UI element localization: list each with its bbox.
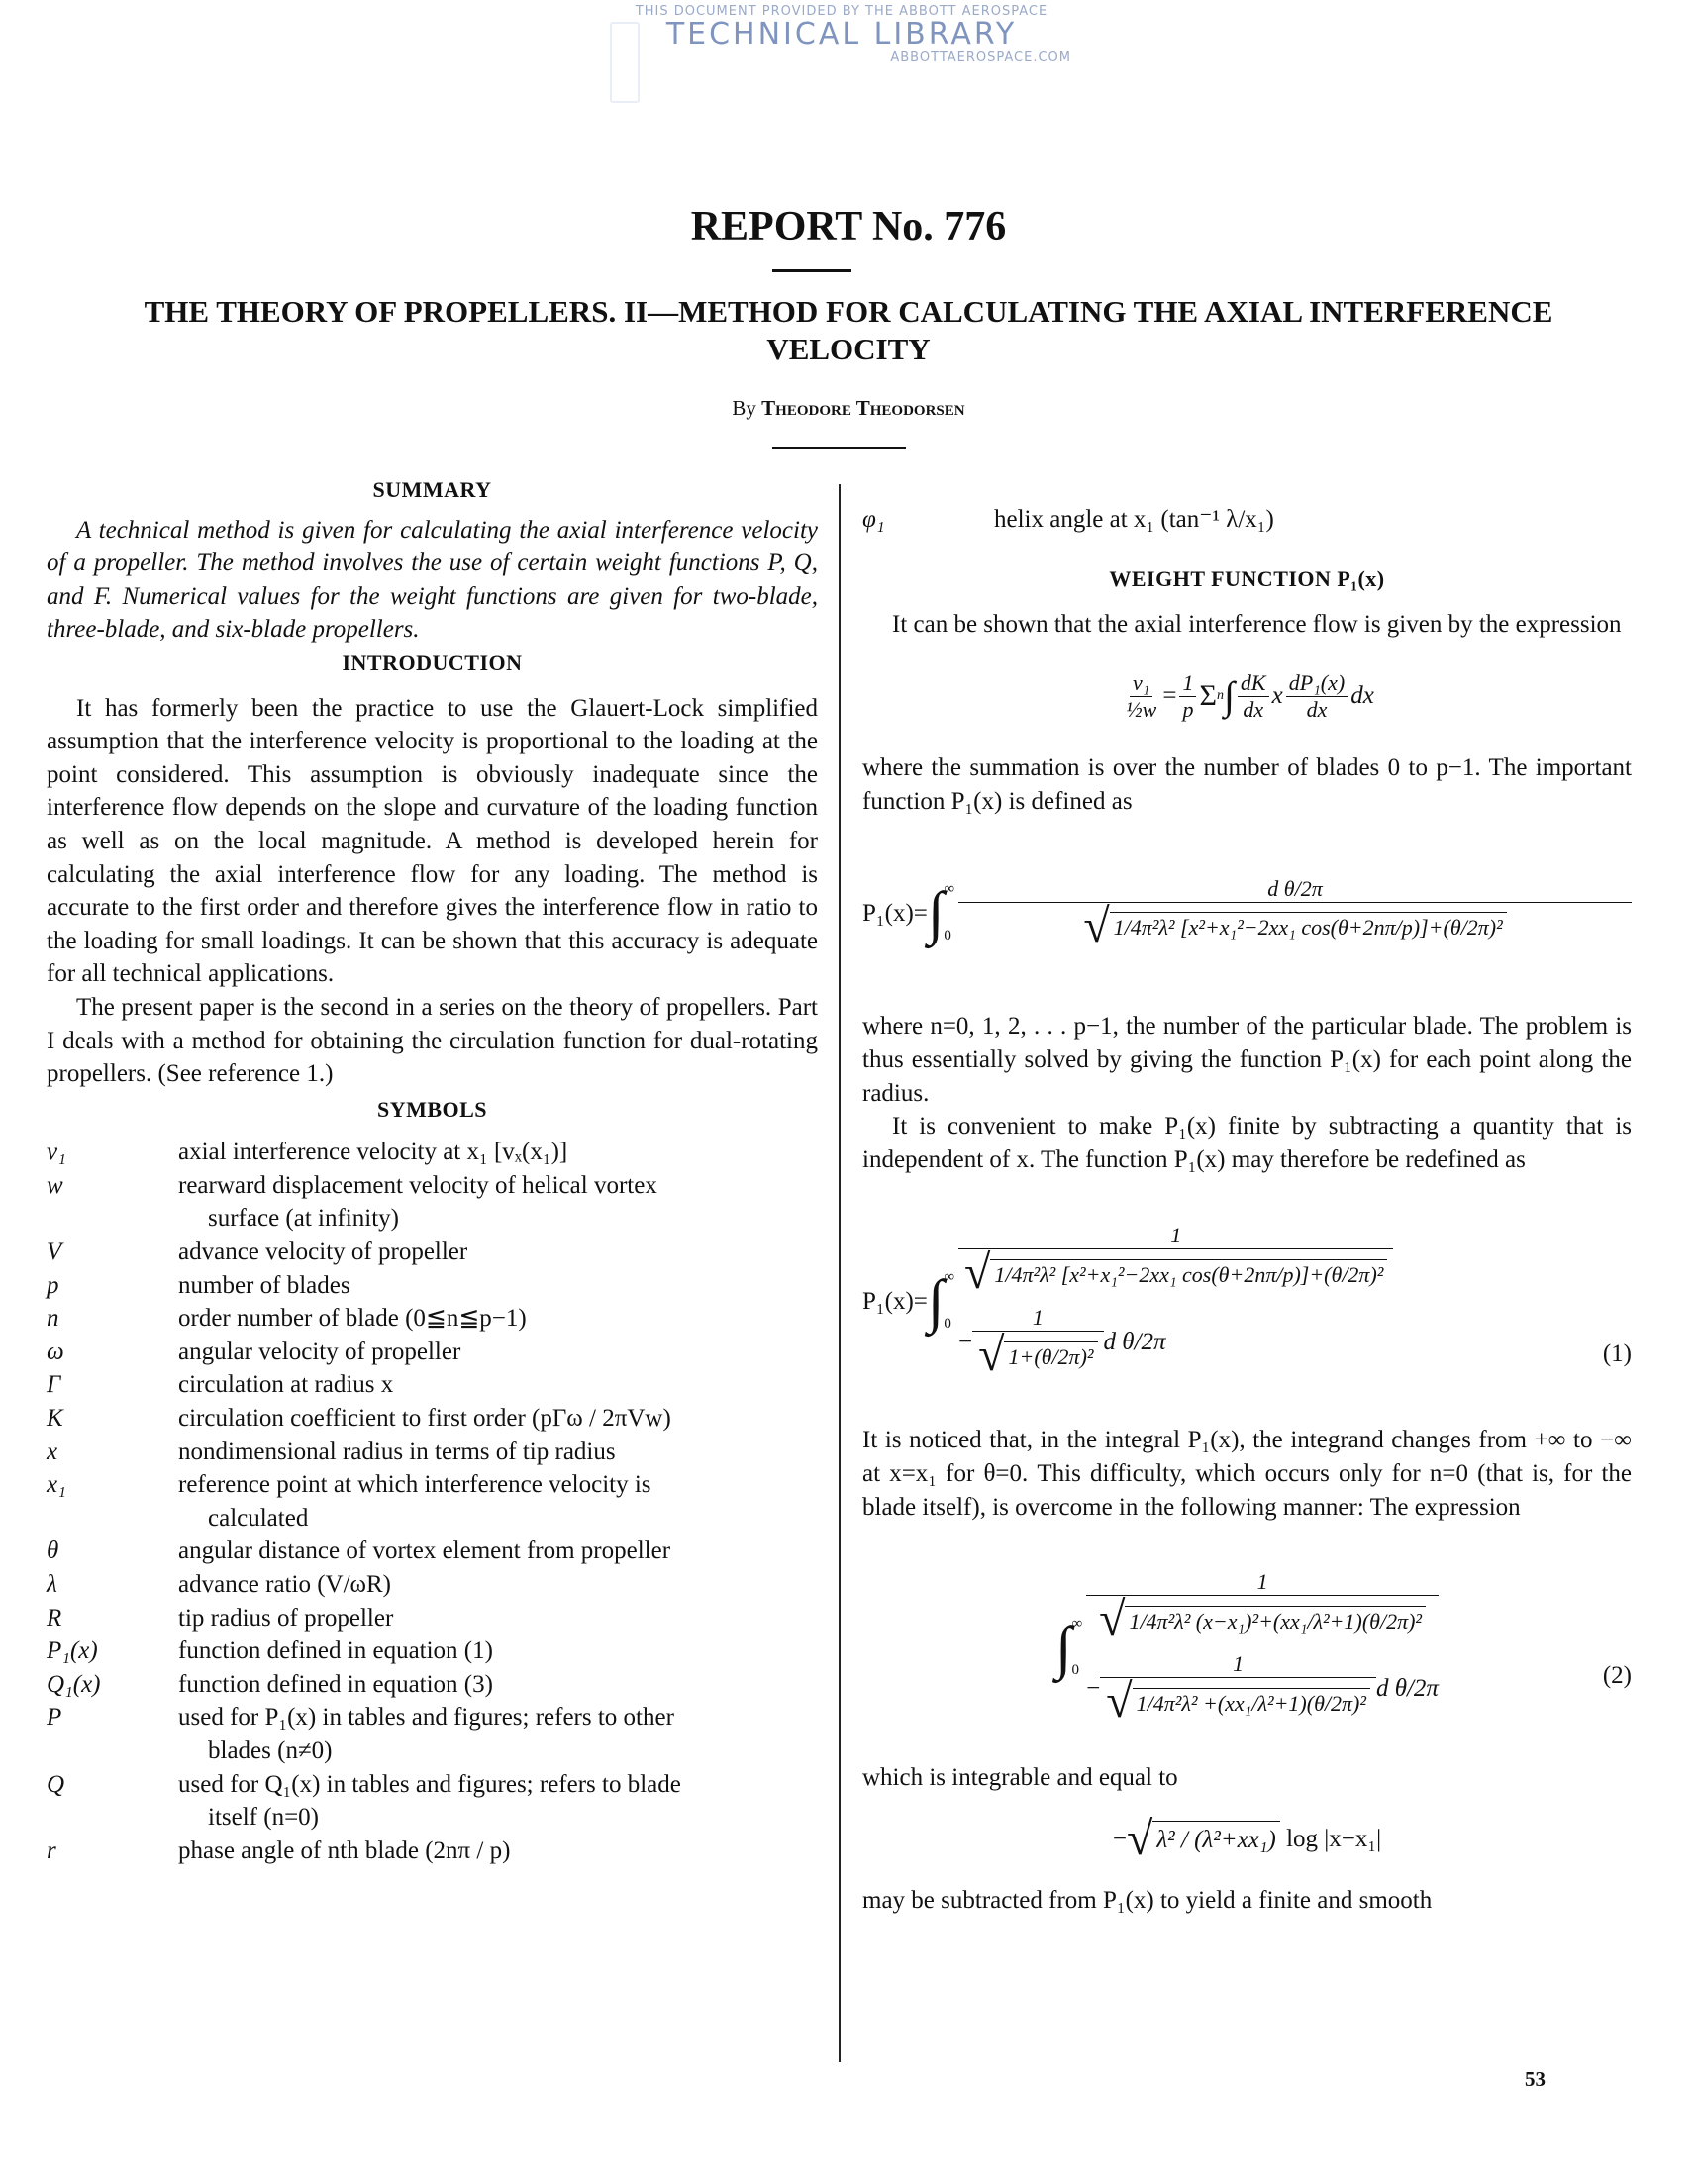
symbol-row	[47, 1635, 818, 1668]
symbol: Γ	[47, 1371, 61, 1399]
symbol-row	[47, 1136, 818, 1169]
eq-term: dx	[1243, 696, 1264, 722]
eq-term: 1/4π²λ² (x−x₁)²+(xx₁/λ²+1)(θ/2π)²	[1125, 1606, 1426, 1635]
symbol-description-text: function defined in equation (3)	[178, 1670, 493, 1698]
symbol: θ	[47, 1538, 59, 1565]
symbol-description	[178, 1169, 818, 1236]
paragraph: which is integrable and equal to	[862, 1764, 1178, 1792]
eq-term: dK	[1238, 670, 1269, 697]
introduction-heading: INTRODUCTION	[342, 649, 523, 675]
eq-term: 0	[944, 927, 951, 943]
eq-term: 1+(θ/2π)²	[1004, 1341, 1097, 1370]
weight-function-heading: WEIGHT FUNCTION P₁(x)	[1109, 566, 1385, 591]
symbol-description-text: tip radius of propeller	[178, 1604, 394, 1632]
page-number: 53	[1525, 2067, 1546, 2091]
symbol-description-text: function defined in equation (1)	[178, 1638, 493, 1665]
symbol-description-text: reference point at which interference velocity is	[178, 1471, 651, 1499]
eq-term: d θ/2π	[958, 876, 1632, 903]
symbols-heading: SYMBOLS	[376, 1096, 488, 1122]
byline	[0, 396, 1697, 421]
eq-term: 1/4π²λ² +(xx₁/λ²+1)(θ/2π)²	[1133, 1688, 1370, 1717]
symbol-description-text: circulation coefficient to first order (pΓω / 2πVw)	[178, 1405, 671, 1433]
symbol-row	[47, 1602, 818, 1636]
equation-number: (2)	[1602, 1661, 1632, 1689]
symbol-description	[178, 1568, 818, 1602]
paragraph: It can be shown that the axial interference flow is given by the expression	[892, 610, 1622, 638]
symbol: ω	[47, 1338, 64, 1365]
symbol-description-text: advance ratio (V/ωR)	[178, 1571, 391, 1598]
eq-term: ∞	[1071, 1616, 1083, 1633]
equation-p1-definition: P₁(x)= ∫ ∞ 0 d θ/2π √ 1/4π²λ² [x²+x₁²−2xx₁ cos(θ+2nπ/p)] +(θ/2π)²	[862, 824, 1632, 1002]
column-divider	[839, 484, 841, 2062]
symbol-description-text: used for P₁(x) in tables and figures; refers to other	[178, 1704, 674, 1732]
integral-sign: ∫	[1055, 1615, 1072, 1681]
symbol-description	[178, 1336, 818, 1369]
symbol-description	[178, 1436, 818, 1469]
watermark-line2: TECHNICAL LIBRARY	[665, 17, 1018, 51]
watermark-logo	[604, 4, 1079, 65]
symbol-description	[178, 1535, 818, 1568]
equation-number: (1)	[1602, 1340, 1632, 1367]
paragraph: where the summation is over the number of blades 0 to p−1. The important function P₁(x) is defined as	[862, 754, 1632, 815]
symbol-row	[47, 1535, 818, 1568]
symbol-description-text: angular velocity of propeller	[178, 1338, 461, 1365]
symbol: Q₁(x)	[47, 1670, 101, 1698]
logo-shape	[610, 22, 640, 103]
eq-term: dx	[1350, 682, 1374, 710]
symbol: x₁	[47, 1471, 66, 1499]
symbol-row	[47, 1336, 818, 1369]
eq-term: 1/4π²λ² [x²+x₁²−2xx₁ cos(θ+2nπ/p)]+(θ/2π)²	[990, 1259, 1387, 1288]
summary-text: A technical method is given for calculating the axial interference velocity of a propeller. The method involves the use of certain weight functions P, Q, and F. Numerical values for the weight functions are given for two-blade, three-blade, and six-blade propellers.	[47, 516, 818, 644]
symbol-description	[178, 1368, 818, 1402]
symbol: x	[47, 1438, 58, 1465]
summary-heading: SUMMARY	[372, 477, 492, 502]
symbol-description	[178, 1136, 818, 1169]
symbol: r	[47, 1837, 56, 1864]
symbol-description	[178, 1468, 818, 1535]
eq-term: 0	[944, 1315, 951, 1332]
symbol-description-text: order number of blade (0≦n≦p−1)	[178, 1305, 527, 1333]
equation-interference-flow	[862, 641, 1632, 751]
eq-term: x	[1271, 682, 1283, 710]
symbol-description	[178, 1835, 818, 1868]
eq-term: [x²+x₁²−2xx₁ cos(θ+2nπ/p)]	[1180, 915, 1429, 941]
watermark-line3: ABBOTTAEROSPACE.COM	[890, 50, 1071, 65]
eq-term: d θ/2π	[1103, 1329, 1166, 1356]
symbol: n	[47, 1305, 59, 1333]
eq-term: n	[1216, 688, 1224, 704]
symbol: R	[47, 1604, 62, 1632]
symbol-description-continuation: calculated	[208, 1504, 309, 1532]
eq-term: dP₁(x)	[1286, 670, 1348, 697]
eq-term: 1	[1179, 670, 1196, 697]
title-rule	[772, 269, 851, 272]
symbol-phi	[862, 495, 1632, 545]
integral-sign: ∫	[927, 880, 945, 946]
symbol-description-text: phase angle of nth blade (2nπ / p)	[178, 1837, 511, 1864]
symbol-row	[47, 1436, 818, 1469]
eq-term: −	[1086, 1674, 1101, 1702]
eq-term: −	[958, 1329, 973, 1356]
symbol-row	[47, 1402, 818, 1436]
eq-term: p	[1182, 696, 1194, 722]
paragraph: It is convenient to make P₁(x) finite by subtracting a quantity that is independent of x. The function P₁(x) may therefore be redefined as	[862, 1113, 1632, 1173]
symbol-description	[178, 1701, 818, 1767]
symbol-row	[47, 1269, 818, 1303]
equation-2: ∫ ∞ 0 1 √ 1/4π²λ² (x−x₁)²+(xx₁/λ²+1)(θ/2π)² − 1 √ 1/4π²λ² +(xx₁/λ²+1)(θ/2π)² d θ/2π (2)	[1055, 1569, 1632, 1729]
symbol: w	[47, 1171, 63, 1199]
eq-term: 1/4π²λ²	[1113, 915, 1175, 941]
symbol-description-continuation: blades (n≠0)	[208, 1737, 333, 1764]
symbol-description-text: nondimensional radius in terms of tip radius	[178, 1438, 616, 1465]
symbol: λ	[47, 1571, 57, 1598]
symbol-row	[47, 1468, 818, 1535]
report-number: REPORT No. 776	[690, 204, 1007, 249]
symbol-description-text: rearward displacement velocity of helical vortex	[178, 1171, 657, 1199]
symbol-row	[47, 1568, 818, 1602]
eq-term: log |x−x₁|	[1286, 1825, 1382, 1852]
symbol-row	[47, 1668, 818, 1702]
symbol-description	[178, 1768, 818, 1835]
left-column	[47, 473, 818, 1867]
watermark-line1: THIS DOCUMENT PROVIDED BY THE ABBOTT AEROSPACE	[635, 4, 1048, 19]
symbol-description	[178, 1236, 818, 1269]
eq-term: 1	[1100, 1651, 1376, 1678]
symbol-row	[47, 1368, 818, 1402]
symbol-description: helix angle at x₁ (tan⁻¹ λ/x₁)	[994, 506, 1274, 534]
symbol: φ₁	[862, 506, 885, 534]
symbol-description-text: advance velocity of propeller	[178, 1239, 468, 1266]
author: Theodore Theodorsen	[761, 396, 965, 420]
symbols-list	[47, 1136, 818, 1867]
eq-term: dx	[1306, 696, 1328, 722]
symbol: Q	[47, 1770, 65, 1798]
right-column	[862, 495, 1632, 1917]
paragraph: may be subtracted from P₁(x) to yield a finite and smooth	[862, 1886, 1433, 1914]
symbol-description	[178, 1269, 818, 1303]
byline-rule	[772, 447, 906, 449]
by-label: By	[732, 396, 762, 420]
symbol: v₁	[47, 1139, 66, 1166]
symbol-description	[178, 1668, 818, 1702]
eq-term: −	[1112, 1825, 1127, 1852]
symbol-description-text: angular distance of vortex element from propeller	[178, 1538, 671, 1565]
symbol-description	[178, 1302, 818, 1336]
integral-sign: ∫	[927, 1268, 945, 1335]
symbol-description-continuation: itself (n=0)	[208, 1804, 319, 1832]
symbol: K	[47, 1405, 63, 1433]
eq-term: P₁(x)=	[862, 899, 928, 927]
symbol-description-text: used for Q₁(x) in tables and figures; refers to blade	[178, 1770, 681, 1798]
equation-log: − √ λ² / (λ²+xx₁) log |x−x₁|	[1112, 1812, 1382, 1865]
symbol-description-text: axial interference velocity at x₁ [vₓ(x₁)]	[178, 1139, 568, 1166]
paragraph: It is noticed that, in the integral P₁(x), the integrand changes from +∞ to −∞ at x=x₁ for θ=0. This difficulty, which occurs only for n=0 (that is, for the blade itself), is overcome in the following manner: The expression	[862, 1427, 1632, 1521]
symbol-description-continuation: surface (at infinity)	[208, 1205, 399, 1233]
eq-term: v₁	[1130, 670, 1152, 697]
paragraph: where n=0, 1, 2, . . . p−1, the number of the particular blade. The problem is thus essentially solved by giving the function P₁(x) for each point along the radius.	[862, 1013, 1632, 1107]
symbol: P₁(x)	[47, 1638, 98, 1665]
eq-term: 1	[1086, 1569, 1439, 1596]
eq-term: ∞	[944, 1269, 955, 1286]
symbol: P	[47, 1704, 62, 1732]
symbol-row	[47, 1835, 818, 1868]
symbol: p	[47, 1271, 59, 1299]
symbol-description	[178, 1602, 818, 1636]
symbol-description-text: circulation at radius x	[178, 1371, 394, 1399]
eq-term: 1	[972, 1305, 1103, 1332]
symbol-row	[47, 1768, 818, 1835]
eq-term: =	[1162, 682, 1177, 710]
eq-term: +(θ/2π)²	[1428, 915, 1503, 941]
eq-term: ½w	[1126, 696, 1157, 722]
sum-sign: Σ	[1199, 679, 1217, 713]
eq-term: λ² / (λ²+xx₁)	[1152, 1821, 1280, 1857]
symbol-description	[178, 1402, 818, 1436]
title-line-1: THE THEORY OF PROPELLERS. II—METHOD FOR CALCULATING THE AXIAL INTERFERENCE	[144, 294, 1553, 329]
title-line-2: VELOCITY	[766, 332, 931, 366]
eq-term: P₁(x)=	[862, 1287, 928, 1315]
equation-1: P₁(x)= ∫ ∞ 0 1 √ 1/4π²λ² [x²+x₁²−2xx₁ cos(θ+2nπ/p)]+(θ/2π)² − 1 √ 1+(θ/2π)² d θ/2π (1)	[862, 1223, 1632, 1382]
eq-term: ∞	[944, 881, 955, 898]
intro-paragraph-1: It has formerly been the practice to use the Glauert-Lock simplified assumption that the interference velocity is proportional to the loading at the point considered. This assumption is obviously inadequate since the interference flow depends on the slope and curvature of the loading function as well as on the local magnitude. A method is developed herein for calculating the axial interference flow for any loading. The method is accurate to the first order and therefore gives the interference flow in ratio to the loading for small loadings. It can be shown that this accuracy is adequate for all technical applications.	[47, 694, 818, 988]
symbol-row	[47, 1169, 818, 1236]
symbol-row	[47, 1701, 818, 1767]
paper-title	[0, 293, 1697, 368]
symbol: V	[47, 1239, 62, 1266]
symbol-row	[47, 1236, 818, 1269]
eq-term: 0	[1071, 1661, 1079, 1678]
eq-term: 1	[958, 1223, 1393, 1249]
symbol-description	[178, 1635, 818, 1668]
integral-sign: ∫	[1223, 673, 1235, 719]
intro-paragraph-2: The present paper is the second in a series on the theory of propellers. Part I deals with a method for obtaining the circulation function for dual-rotating propellers. (See reference 1.)	[47, 993, 818, 1088]
symbol-row	[47, 1302, 818, 1336]
eq-term: d θ/2π	[1375, 1674, 1439, 1702]
symbol-description-text: number of blades	[178, 1271, 350, 1299]
